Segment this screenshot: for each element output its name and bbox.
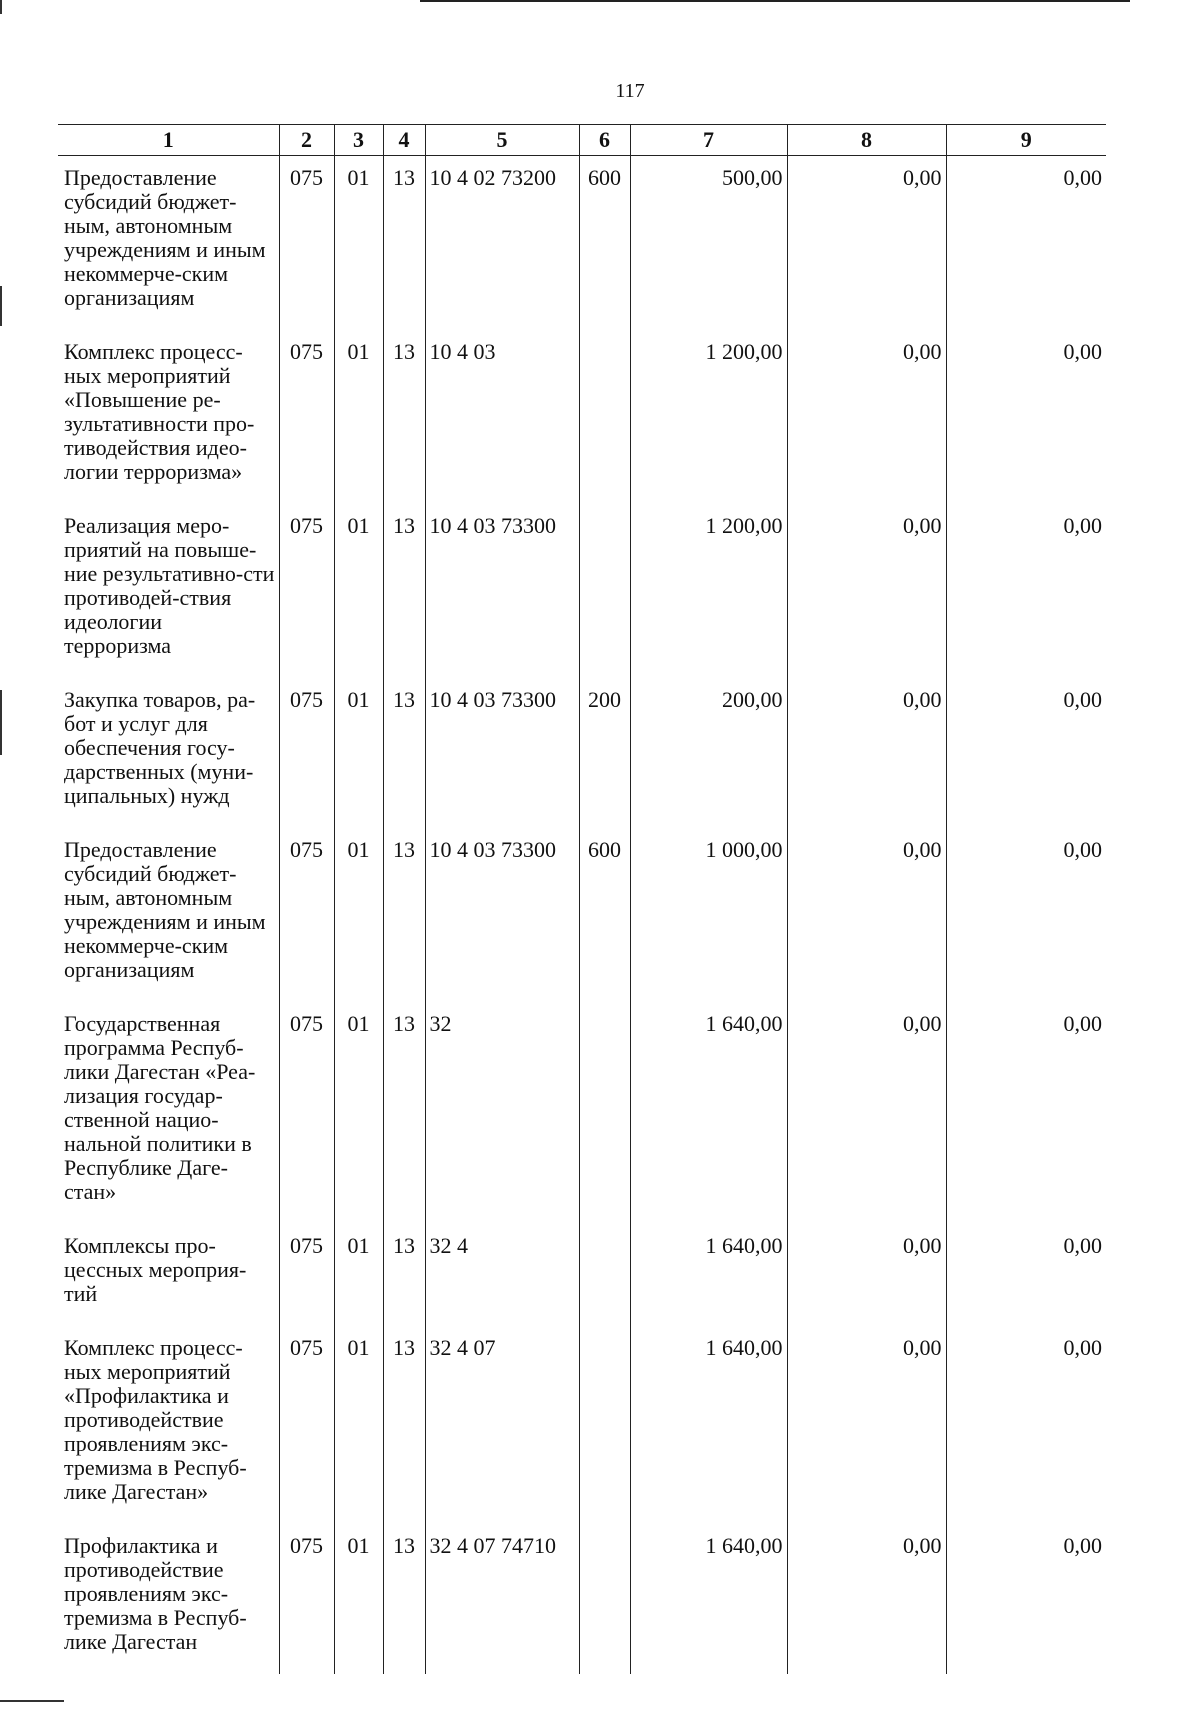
- vr-code: 600: [579, 156, 630, 331]
- scan-edge-mark: [0, 690, 2, 755]
- rz-code: 01: [334, 678, 383, 828]
- ved-code: 075: [279, 678, 334, 828]
- row-name: Комплекс процесс-ных мероприятий «Профилактика и противодействие проявлениям экс-тремизма в Респуб-лике Дагестан»: [64, 1335, 247, 1504]
- vr-code: [579, 504, 630, 678]
- col-header: 3: [334, 125, 383, 156]
- col-header: 4: [383, 125, 425, 156]
- scan-edge-mark: [0, 286, 2, 326]
- table-row: [58, 828, 1106, 1002]
- ved-code: 075: [279, 1524, 334, 1674]
- sum-col7: 1 640,00: [630, 1326, 787, 1524]
- row-name: Профилактика и противодействие проявлениям экс-тремизма в Респуб-лике Дагестан: [64, 1533, 247, 1654]
- rz-code: 01: [334, 828, 383, 1002]
- budget-table: [58, 124, 1106, 1674]
- sum-col7: 1 640,00: [630, 1002, 787, 1224]
- csr-code: 10 4 03 73300: [425, 828, 579, 1002]
- pr-code: 13: [383, 828, 425, 1002]
- sum-col9: 0,00: [946, 504, 1106, 678]
- vr-code: [579, 1224, 630, 1326]
- table-row: [58, 1524, 1106, 1674]
- sum-col9: 0,00: [946, 1002, 1106, 1224]
- col-header: 2: [279, 125, 334, 156]
- row-name: Закупка товаров, ра-бот и услуг для обеспечения госу-дарственных (муни-ципальных) нужд: [64, 687, 256, 808]
- sum-col7: 1 200,00: [630, 504, 787, 678]
- pr-code: 13: [383, 1524, 425, 1674]
- sum-col9: 0,00: [946, 156, 1106, 331]
- sum-col7: 200,00: [630, 678, 787, 828]
- sum-col7: 1 200,00: [630, 330, 787, 504]
- pr-code: 13: [383, 1002, 425, 1224]
- sum-col8: 0,00: [787, 1524, 946, 1674]
- scan-edge-mark: [0, 0, 2, 14]
- rz-code: 01: [334, 1224, 383, 1326]
- vr-code: [579, 1524, 630, 1674]
- col-header: 7: [630, 125, 787, 156]
- vr-code: [579, 1002, 630, 1224]
- sum-col7: 1 000,00: [630, 828, 787, 1002]
- pr-code: 13: [383, 330, 425, 504]
- col-header: 8: [787, 125, 946, 156]
- pr-code: 13: [383, 1326, 425, 1524]
- sum-col9: 0,00: [946, 1224, 1106, 1326]
- col-header: 5: [425, 125, 579, 156]
- row-name: Предоставление субсидий бюджет-ным, автономным учреждениям и иным некоммерче-ским организациям: [64, 837, 266, 982]
- col-header: 9: [946, 125, 1106, 156]
- rz-code: 01: [334, 1524, 383, 1674]
- sum-col7: 500,00: [630, 156, 787, 331]
- top-rule: [420, 0, 1130, 2]
- csr-code: 32 4 07: [425, 1326, 579, 1524]
- sum-col9: 0,00: [946, 330, 1106, 504]
- ved-code: 075: [279, 1002, 334, 1224]
- csr-code: 32: [425, 1002, 579, 1224]
- sum-col9: 0,00: [946, 1524, 1106, 1674]
- rz-code: 01: [334, 156, 383, 331]
- sum-col9: 0,00: [946, 828, 1106, 1002]
- csr-code: 32 4 07 74710: [425, 1524, 579, 1674]
- row-name: Реализация меро-приятий на повыше-ние результативно-сти противодей-ствия идеологии терроризма: [64, 513, 275, 658]
- sum-col8: 0,00: [787, 1224, 946, 1326]
- pr-code: 13: [383, 156, 425, 331]
- ved-code: 075: [279, 156, 334, 331]
- sum-col7: 1 640,00: [630, 1524, 787, 1674]
- pr-code: 13: [383, 504, 425, 678]
- vr-code: [579, 1326, 630, 1524]
- col-header: 1: [58, 125, 279, 156]
- pr-code: 13: [383, 1224, 425, 1326]
- csr-code: 32 4: [425, 1224, 579, 1326]
- csr-code: 10 4 03 73300: [425, 678, 579, 828]
- ved-code: 075: [279, 504, 334, 678]
- sum-col8: 0,00: [787, 678, 946, 828]
- row-name: Комплекс процесс-ных мероприятий «Повышение ре-зультативности про-тиводействия идео-логии терроризма»: [64, 339, 255, 484]
- vr-code: 600: [579, 828, 630, 1002]
- row-name: Предоставление субсидий бюджет-ным, автономным учреждениям и иным некоммерче-ским организациям: [64, 165, 266, 310]
- sum-col9: 0,00: [946, 1326, 1106, 1524]
- pr-code: 13: [383, 678, 425, 828]
- rz-code: 01: [334, 330, 383, 504]
- table-row: [58, 678, 1106, 828]
- sum-col9: 0,00: [946, 678, 1106, 828]
- rz-code: 01: [334, 1002, 383, 1224]
- col-header: 6: [579, 125, 630, 156]
- sum-col8: 0,00: [787, 504, 946, 678]
- sum-col8: 0,00: [787, 330, 946, 504]
- sum-col8: 0,00: [787, 156, 946, 331]
- ved-code: 075: [279, 828, 334, 1002]
- table-row: [58, 156, 1106, 331]
- ved-code: 075: [279, 330, 334, 504]
- row-name: Комплексы про-цессных мероприя-тий: [64, 1233, 247, 1306]
- table-row: [58, 504, 1106, 678]
- vr-code: 200: [579, 678, 630, 828]
- sum-col8: 0,00: [787, 1326, 946, 1524]
- table-row: [58, 1224, 1106, 1326]
- csr-code: 10 4 03 73300: [425, 504, 579, 678]
- ved-code: 075: [279, 1224, 334, 1326]
- csr-code: 10 4 03: [425, 330, 579, 504]
- sum-col8: 0,00: [787, 1002, 946, 1224]
- table-row: [58, 1326, 1106, 1524]
- table-row: [58, 330, 1106, 504]
- scan-edge-mark: [0, 1700, 64, 1702]
- csr-code: 10 4 02 73200: [425, 156, 579, 331]
- rz-code: 01: [334, 504, 383, 678]
- table-row: [58, 1002, 1106, 1224]
- vr-code: [579, 330, 630, 504]
- rz-code: 01: [334, 1326, 383, 1524]
- header-row: [58, 125, 1106, 156]
- page-number: 117: [615, 80, 645, 102]
- sum-col8: 0,00: [787, 828, 946, 1002]
- row-name: Государственная программа Респуб-лики Дагестан «Реа-лизация государ-ственной нацио-нальной политики в Республике Даге-стан»: [64, 1011, 256, 1204]
- ved-code: 075: [279, 1326, 334, 1524]
- sum-col7: 1 640,00: [630, 1224, 787, 1326]
